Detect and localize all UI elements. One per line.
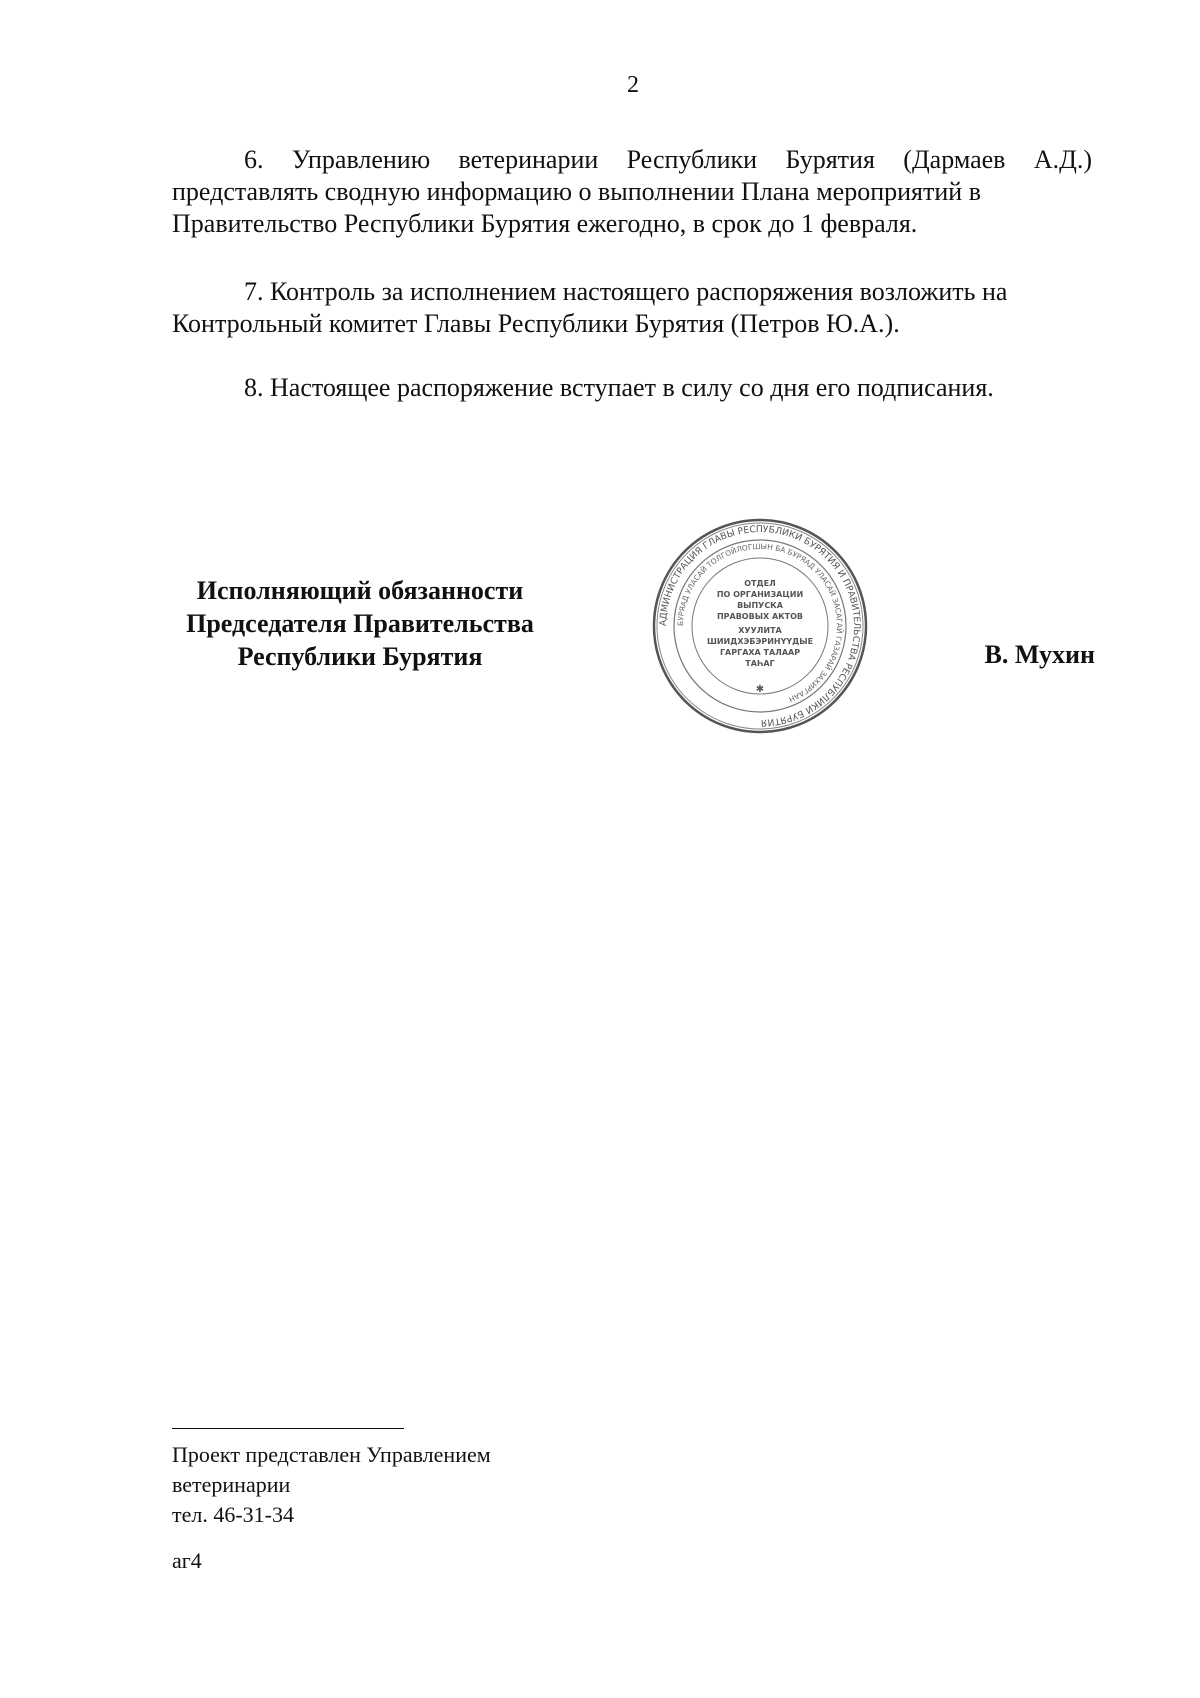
- paragraph-6-line-2: представлять сводную информацию о выполнении Плана мероприятий в: [172, 177, 981, 206]
- seal-center-line-4: ПРАВОВЫХ АКТОВ: [716, 612, 804, 621]
- seal-center-line-2: ПО ОРГАНИЗАЦИИ: [716, 590, 804, 599]
- seal-center-line-8: ТАҺАГ: [745, 659, 775, 668]
- footnote-line-2: ветеринарии: [172, 1472, 291, 1497]
- seal-outer-text: АДМИНИСТРАЦИЯ ГЛАВЫ РЕСПУБЛИКИ БУРЯТИЯ И ПРАВИТЕЛЬСТВА РЕСПУБЛИКИ БУРЯТИЯ: [657, 523, 863, 729]
- paragraph-6-line-1: 6. Управлению ветеринарии Республики Бурятия (Дармаев А.Д.): [244, 145, 1092, 174]
- seal-inner-ring-text: БУРЯАД УЛАСАЙ ТОЛГОЙЛОГШЫН БА БУРЯАД УЛАСАЙ ЗАСАГАЙ ГАЗАРАЙ ЗАХИРГААН: [675, 541, 845, 705]
- footnote: [172, 1440, 491, 1530]
- paragraph-8-line-1: 8. Настоящее распоряжение вступает в силу со дня его подписания.: [244, 373, 994, 402]
- footnote-divider: [172, 1428, 404, 1429]
- signatory-title: [165, 574, 555, 673]
- paragraph-7: [172, 276, 1092, 340]
- paragraph-6: [172, 144, 1092, 240]
- seal-center-line-3: ВЫПУСКА: [737, 601, 783, 610]
- signatory-name: В. Мухин: [984, 640, 1095, 669]
- footnote-line-1: Проект представлен Управлением: [172, 1442, 491, 1467]
- document-code: аг4: [172, 1548, 202, 1573]
- signatory-title-line-1: Исполняющий обязанности: [196, 576, 524, 605]
- signatory-title-line-3: Республики Бурятия: [237, 642, 483, 671]
- paragraph-7-line-1: 7. Контроль за исполнением настоящего распоряжения возложить на: [244, 277, 1008, 306]
- official-seal-stamp: [650, 516, 870, 736]
- paragraph-6-line-3: Правительство Республики Бурятия ежегодно, в срок до 1 февраля.: [172, 209, 918, 238]
- seal-center-line-7: ГАРГАХА ТАЛААР: [719, 648, 801, 657]
- seal-center-line-1: ОТДЕЛ: [744, 579, 776, 588]
- seal-star-icon: ✱: [755, 684, 765, 695]
- seal-center-line-5: ХУУЛИТА: [738, 626, 782, 635]
- page-number: 2: [627, 72, 639, 98]
- footnote-phone: тел. 46-31-34: [172, 1502, 295, 1527]
- seal-center-line-6: ШИИДХЭБЭРИНҮҮДЫЕ: [706, 637, 814, 646]
- paragraph-7-line-2: Контрольный комитет Главы Республики Бурятия (Петров Ю.А.).: [172, 309, 900, 338]
- signatory-title-line-2: Председателя Правительства: [186, 609, 534, 638]
- paragraph-8: [172, 372, 1092, 404]
